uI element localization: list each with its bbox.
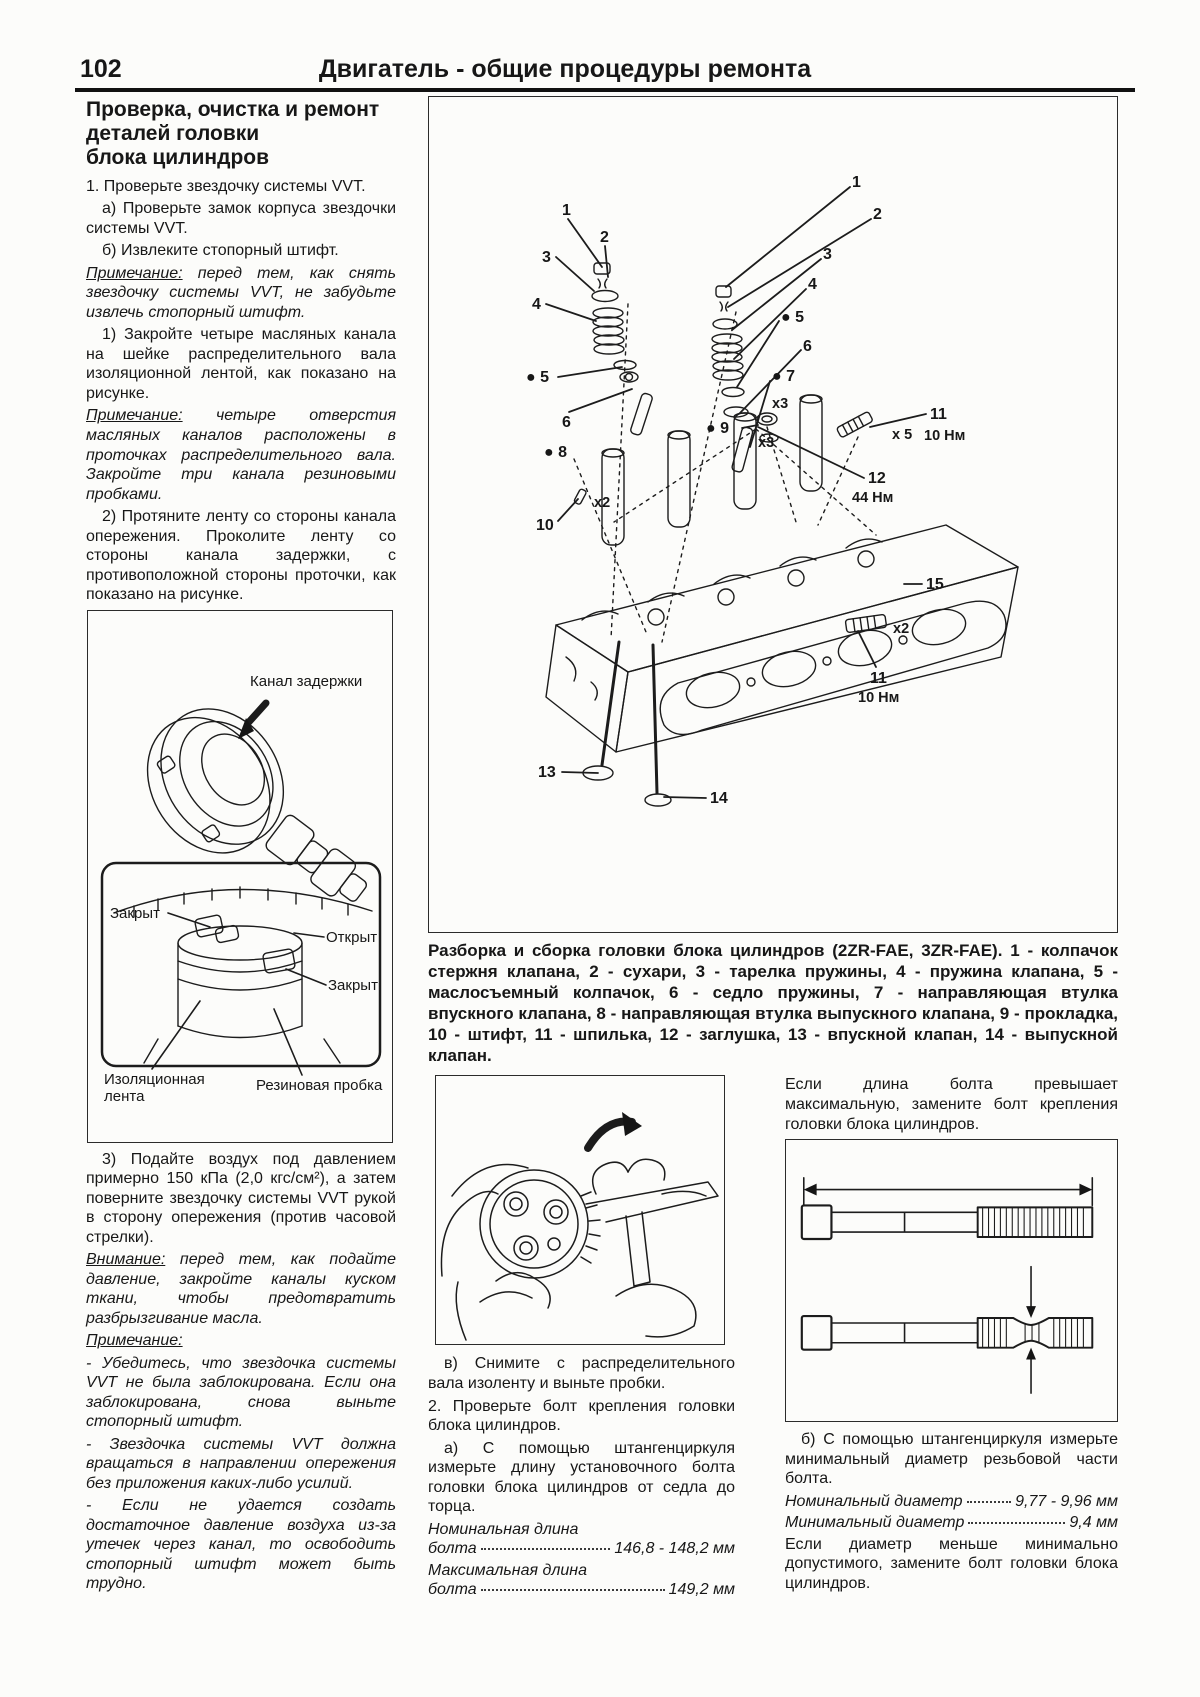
label-insulating-tape: Изоляционная лента <box>104 1070 205 1105</box>
note-paragraph <box>86 1331 396 1351</box>
step-text: 2) Протяните ленту со стороны канала опережения. Проколите ленту со стороны канала задержки, с противоположной стороны проточки, как показано на рисунке. <box>86 508 396 604</box>
step-text: а) Проверьте замок корпуса звездочки системы VVT. <box>86 200 396 237</box>
note-item: - Если не удается создать достаточное давление воздуха из-за утечек через канал, то освободить стопорный штифт может быть трудно. <box>86 1497 396 1593</box>
figure-exploded-head <box>428 96 1118 933</box>
callout-6: 6 <box>803 338 812 355</box>
note-label: Примечание: <box>86 1332 183 1350</box>
callout-6: 6 <box>562 414 571 431</box>
callout-11: 11 <box>930 406 947 423</box>
spec-value: 9,77 - 9,96 мм <box>1015 1492 1118 1510</box>
bottom-row <box>428 1075 1118 1601</box>
callout-x-5: x 5 <box>892 427 913 443</box>
callout-2: 2 <box>600 229 609 246</box>
note-paragraph <box>86 406 396 504</box>
callout-8: ● 8 <box>544 444 568 461</box>
right-region <box>428 96 1118 1602</box>
spec-value: 149,2 мм <box>668 1581 735 1599</box>
spec-value: 146,8 - 148,2 мм <box>614 1540 735 1558</box>
callout-13: 13 <box>538 764 556 781</box>
step-text: 2. Проверьте болт крепления головки блока цилиндров. <box>428 1397 735 1435</box>
callout-x3: x3 <box>758 435 775 451</box>
figure-caption: Разборка и сборка головки блока цилиндров (2ZR-FAE, 3ZR-FAE). 1 - колпачок стержня клапана, 2 - сухари, 3 - тарелка пружины, 4 - пружина клапана, 5 - маслосъемный колпачок, 6 - седло пружины, 7 - направляющая втулка впускного клапана, 8 - направляющая втулка выпускного клапана, 9 - прокладка, 10 - штифт, 11 - шпилька, 12 - заглушка, 13 - впускной клапан, 14 - выпускной клапан. <box>428 941 1118 1066</box>
note-paragraph <box>86 264 396 323</box>
header-rule <box>75 88 1135 92</box>
step-text: 3) Подайте воздух под давлением примерно 150 кПа (2,0 кгс/см²), а затем поверните звездочку системы VVT рукой в сторону опережения (против часовой стрелки). <box>86 1150 396 1246</box>
vvt-sprocket-drawing <box>88 611 394 1144</box>
body-text: Если длина болта превышает максимальную, замените болт крепления головки блока цилиндров. <box>785 1076 1118 1133</box>
spec-label: Номинальная длина <box>428 1520 579 1538</box>
warning-paragraph <box>86 1250 396 1328</box>
callout-7: ● 7 <box>772 368 796 385</box>
callout-3: 3 <box>542 249 551 266</box>
section-title-line: Проверка, очистка и ремонт <box>86 98 380 121</box>
figure-head-bolts <box>785 1139 1118 1422</box>
callout-10-нм: 10 Нм <box>924 428 966 444</box>
callout-x2: x2 <box>893 621 910 637</box>
note-text: четыре отверстия масляных каналов расположены в проточках распределительного вала. Закройте три канала резиновыми пробками. <box>86 407 396 503</box>
section-title-line: блока цилиндров <box>86 145 270 169</box>
spec-nominal-diameter <box>785 1492 1118 1512</box>
spec-label: Номинальный диаметр <box>785 1492 963 1510</box>
callout-5: ● 5 <box>526 369 550 386</box>
callout-3: 3 <box>823 246 832 263</box>
label-delay-channel: Канал задержки <box>250 672 363 690</box>
callout-11: 11 <box>870 670 887 687</box>
spec-leader-dots <box>481 1589 665 1591</box>
note-label: Примечание: <box>86 264 183 282</box>
exploded-head-drawing <box>429 97 1119 934</box>
callout-10-нм: 10 Нм <box>858 690 900 706</box>
callout-1: 1 <box>562 202 571 219</box>
step-text: б) Извлеките стопорный штифт. <box>102 242 339 260</box>
spec-leader-dots <box>481 1548 611 1550</box>
label-open: Открыт <box>326 928 378 946</box>
callout-9: ● 9 <box>706 420 730 437</box>
middle-column <box>428 1075 735 1601</box>
callout-x2: x2 <box>594 495 611 511</box>
callout-2: 2 <box>873 206 882 223</box>
right-column <box>785 1075 1118 1601</box>
callout-x3: x3 <box>772 396 789 412</box>
spec-leader-dots <box>968 1522 1065 1524</box>
section-title <box>86 98 396 170</box>
spec-max-length <box>428 1561 735 1600</box>
note-text: перед тем, как снять звездочку системы VVT, не забудьте извлечь стопорный штифт. <box>86 264 396 321</box>
callout-4: 4 <box>808 276 817 293</box>
spec-leader-dots <box>967 1501 1012 1503</box>
body-text: Если диаметр меньше минимально допустимого, замените болт головки блока цилиндров. <box>785 1535 1118 1592</box>
callout-12: 12 <box>868 470 886 487</box>
label-rubber-plug: Резиновая пробка <box>256 1076 383 1094</box>
step-text: 1) Закройте четыре масляных канала на шейке распределительного вала изоляционной лентой, как показано на рисунке. <box>86 326 396 402</box>
figure-vvt-sprocket <box>87 610 393 1143</box>
head-bolts-drawing <box>786 1140 1116 1420</box>
page-number: 102 <box>80 55 122 83</box>
callout-10: 10 <box>536 517 554 534</box>
callout-5: ● 5 <box>781 309 805 326</box>
callout-4: 4 <box>532 296 541 313</box>
label-closed-2: Закрыт <box>328 976 378 994</box>
label-closed-1: Закрыт <box>110 904 160 922</box>
spec-value: 9,4 мм <box>1069 1514 1118 1532</box>
figure-turn-sprocket <box>435 1075 725 1345</box>
callout-15: 15 <box>926 576 944 593</box>
step-text: а) С помощью штангенциркуля измерьте длину установочного болта головки блока цилиндров от седла до торца. <box>428 1439 735 1516</box>
left-column <box>86 98 396 1597</box>
note-label: Примечание: <box>86 407 183 425</box>
spec-min-diameter <box>785 1513 1118 1533</box>
note-item: - Убедитесь, что звездочка системы VVT не была заблокирована. Если она заблокирована, снова выньте стопорный штифт. <box>86 1354 396 1431</box>
warning-label: Внимание: <box>86 1251 166 1269</box>
callout-1: 1 <box>852 174 861 191</box>
step-text: б) С помощью штангенциркуля измерьте минимальный диаметр резьбовой части болта. <box>785 1431 1118 1488</box>
spec-label: болта <box>428 1581 477 1599</box>
spec-label: болта <box>428 1540 477 1558</box>
note-item: - Звездочка системы VVT должна вращаться в направлении опережения без приложения каких-либо усилий. <box>86 1435 396 1492</box>
section-title-line: деталей головки <box>86 121 260 145</box>
spec-label: Максимальная длина <box>428 1561 587 1579</box>
step-text: 1. Проверьте звездочку системы VVT. <box>86 177 366 195</box>
spec-label: Минимальный диаметр <box>785 1514 965 1532</box>
callout-14: 14 <box>710 790 728 807</box>
warning-text: перед тем, как подайте давление, закройте каналы куском ткани, чтобы предотвратить разбрызгивание масла. <box>86 1251 396 1327</box>
callout-44-нм: 44 Нм <box>852 490 894 506</box>
page-header-title: Двигатель - общие процедуры ремонта <box>318 55 812 83</box>
spec-nominal-length <box>428 1520 735 1559</box>
step-text: в) Снимите с распределительного вала изоленту и выньте пробки. <box>428 1355 735 1392</box>
turn-sprocket-drawing <box>436 1076 723 1343</box>
